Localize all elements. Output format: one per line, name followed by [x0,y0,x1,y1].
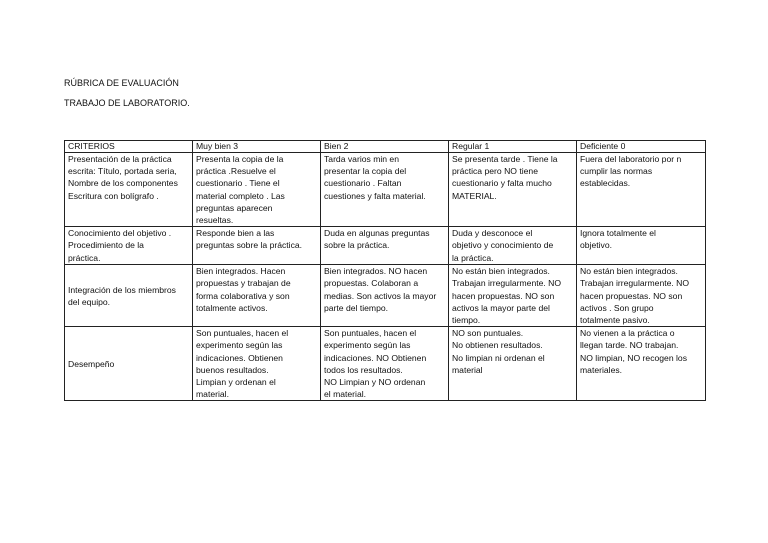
criterion-text: Desempeño [68,358,115,369]
regular-text: Se presenta tarde . Tiene la práctica pero NO tiene cuestionario y falta mucho MATERIAL. [452,154,558,201]
regular-cell [449,327,577,401]
header-regular: Regular 1 [449,141,577,153]
muy-bien-text: Son puntuales, hacen el experimento según las indicaciones. Obtienen buenos resultados. Limpian y ordenan el material. [196,328,289,400]
bien-text: Son puntuales, hacen el experimento según las indicaciones. NO Obtienen todos los resultados. NO Limpian y NO ordenan el material. [324,328,427,400]
criterion-cell [65,265,193,327]
muy-bien-cell [193,153,321,227]
muy-bien-cell [193,265,321,327]
bien-text: Bien integrados. NO hacen propuestas. Colaboran a medias. Son activos la mayor parte del tiempo. [324,266,437,313]
regular-cell [449,265,577,327]
bien-cell [321,265,449,327]
criterion-text: Conocimiento del objetivo . Procedimiento de la práctica. [68,228,172,263]
muy-bien-text: Presenta la copia de la práctica .Resuelve el cuestionario . Tiene el material completo . Las preguntas aparecen resueltas. [196,154,285,226]
criterion-cell [65,327,193,401]
deficiente-cell [577,265,706,327]
muy-bien-cell [193,327,321,401]
document-subtitle: TRABAJO DE LABORATORIO. [64,98,190,108]
deficiente-text: No vienen a la práctica o llegan tarde. NO trabajan. NO limpian, NO recogen los materiales. [580,328,687,375]
bien-cell [321,327,449,401]
header-bien: Bien 2 [321,141,449,153]
table-row [65,153,706,227]
criterion-text: Integración de los miembros del equipo. [68,284,176,307]
table-row [65,227,706,265]
criterion-cell [65,227,193,265]
bien-cell [321,227,449,265]
bien-cell [321,153,449,227]
regular-text: NO son puntuales. No obtienen resultados. No limpian ni ordenan el material [452,328,545,375]
deficiente-cell [577,153,706,227]
deficiente-cell [577,327,706,401]
regular-cell [449,153,577,227]
header-row [65,141,706,153]
bien-text: Tarda varios min en presentar la copia del cuestionario . Faltan cuestiones y falta material. [324,154,426,201]
bien-text: Duda en algunas preguntas sobre la práctica. [324,228,430,251]
deficiente-text: No están bien integrados. Trabajan irregularmente. NO hacen propuestas. NO son activos . Son grupo totalmente pasivo. [580,266,690,326]
regular-text: No están bien integrados. Trabajan irregularmente. NO hacen propuestas. NO son activos la mayor parte del tiempo. [452,266,562,326]
muy-bien-cell [193,227,321,265]
deficiente-cell [577,227,706,265]
header-criterios: CRITERIOS [65,141,193,153]
header-muy-bien: Muy bien 3 [193,141,321,153]
document-title: RÚBRICA DE EVALUACIÓN [64,78,179,88]
criterion-cell [65,153,193,227]
table-row [65,327,706,401]
criterion-text: Presentación de la práctica escrita: Título, portada seria, Nombre de los componentes Escritura con bolígrafo . [68,154,178,201]
regular-cell [449,227,577,265]
header-deficiente: Deficiente 0 [577,141,706,153]
table-row [65,265,706,327]
rubric-table [64,140,706,401]
regular-text: Duda y desconoce el objetivo y conocimiento de la práctica. [452,228,554,263]
deficiente-text: Ignora totalmente el objetivo. [580,228,656,251]
deficiente-text: Fuera del laboratorio por n cumplir las normas establecidas. [580,154,682,189]
muy-bien-text: Responde bien a las preguntas sobre la práctica. [196,228,303,251]
muy-bien-text: Bien integrados. Hacen propuestas y trabajan de forma colaborativa y son totalmente activos. [196,266,291,313]
